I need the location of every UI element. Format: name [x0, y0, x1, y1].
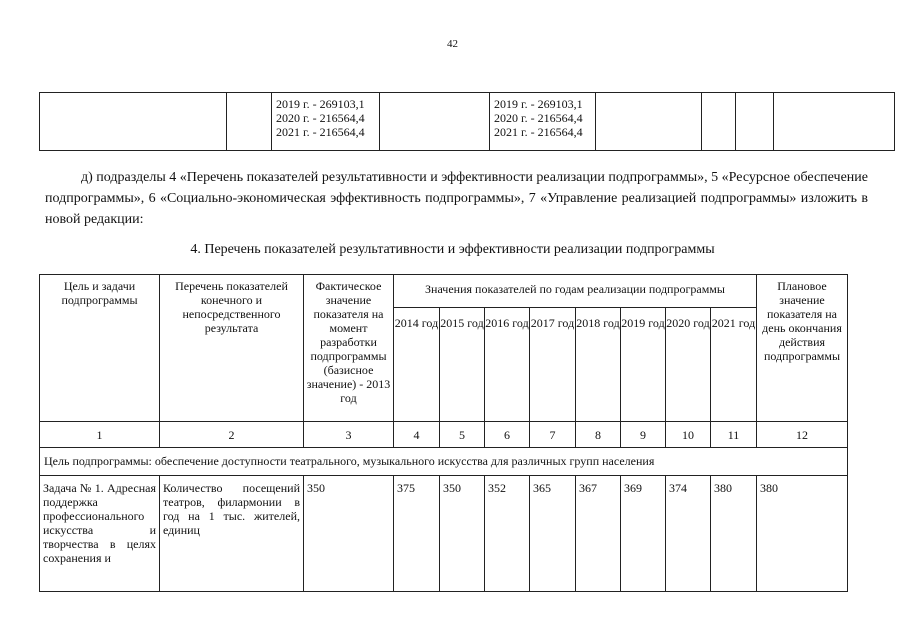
year-header: 2015 год [440, 308, 485, 422]
indicator-text: Количество посещений театров, филармонии в год на 1 тыс. жителей, единиц [163, 481, 300, 537]
column-number: 1 [40, 422, 160, 448]
year-value-cell: 367 [576, 476, 621, 592]
empty-cell [380, 93, 490, 151]
year-header: 2018 год [576, 308, 621, 422]
empty-cell [774, 93, 895, 151]
column-number: 2 [160, 422, 304, 448]
column-number: 7 [530, 422, 576, 448]
section-heading: 4. Перечень показателей результативности и эффективности реализации подпрограммы [190, 242, 715, 257]
header-planned-value: Плановое значение показателя на день окончания действия подпрограммы [757, 275, 848, 422]
amounts-cell-right [490, 93, 596, 151]
indicator-cell [160, 476, 304, 592]
year-header: 2021 год [711, 308, 757, 422]
amount-line: 2020 г. - 216564,4 [276, 111, 365, 125]
year-header: 2019 год [621, 308, 666, 422]
year-header: 2020 год [666, 308, 711, 422]
column-number: 8 [576, 422, 621, 448]
year-header: 2017 год [530, 308, 576, 422]
indicators-table [39, 274, 848, 592]
amounts-cell-left [272, 93, 380, 151]
year-value-cell: 350 [440, 476, 485, 592]
column-number: 10 [666, 422, 711, 448]
header-indicators: Перечень показателей конечного и непосредственного результата [160, 275, 304, 422]
body-paragraph [45, 167, 868, 230]
task-text: Задача № 1. Адресная поддержка профессионального искусства и творчества в целях сохранения и [43, 481, 156, 565]
planned-value-cell: 380 [757, 476, 848, 592]
year-value-cell: 369 [621, 476, 666, 592]
column-number: 9 [621, 422, 666, 448]
empty-cell [736, 93, 774, 151]
year-value-cell: 352 [485, 476, 530, 592]
column-number: 4 [394, 422, 440, 448]
year-header: 2014 год [394, 308, 440, 422]
amount-line: 2021 г. - 216564,4 [494, 125, 583, 139]
empty-cell [227, 93, 272, 151]
year-value-cell: 365 [530, 476, 576, 592]
continuation-table [39, 92, 895, 151]
column-number: 5 [440, 422, 485, 448]
empty-cell [40, 93, 227, 151]
column-number: 6 [485, 422, 530, 448]
header-goals: Цель и задачи подпрограммы [40, 275, 160, 422]
header-actual-value: Фактическое значение показателя на момент разработки подпрограммы (базисное значение) - 2013 год [304, 275, 394, 422]
column-number: 11 [711, 422, 757, 448]
header-values-by-year: Значения показателей по годам реализации подпрограммы [394, 275, 757, 308]
column-number: 12 [757, 422, 848, 448]
year-value-cell: 380 [711, 476, 757, 592]
paragraph-text: д) подразделы 4 «Перечень показателей результативности и эффективности реализации подпрограммы», 5 «Ресурсное обеспечение подпрограммы», 6 «Социально-экономическая эффективность подпрограммы», 7 «Управление реализацией подпрограммы» изложить в новой редакции: [45, 170, 868, 227]
year-header: 2016 год [485, 308, 530, 422]
task-cell [40, 476, 160, 592]
empty-cell [596, 93, 702, 151]
amount-line: 2020 г. - 216564,4 [494, 111, 583, 125]
amount-line: 2019 г. - 269103,1 [276, 97, 365, 111]
empty-cell [702, 93, 736, 151]
amount-line: 2021 г. - 216564,4 [276, 125, 365, 139]
year-value-cell: 375 [394, 476, 440, 592]
actual-value-cell: 350 [304, 476, 394, 592]
page-number: 42 [447, 38, 458, 50]
goal-row: Цель подпрограммы: обеспечение доступности театрального, музыкального искусства для различных групп населения [40, 448, 848, 476]
year-value-cell: 374 [666, 476, 711, 592]
column-number: 3 [304, 422, 394, 448]
amount-line: 2019 г. - 269103,1 [494, 97, 583, 111]
